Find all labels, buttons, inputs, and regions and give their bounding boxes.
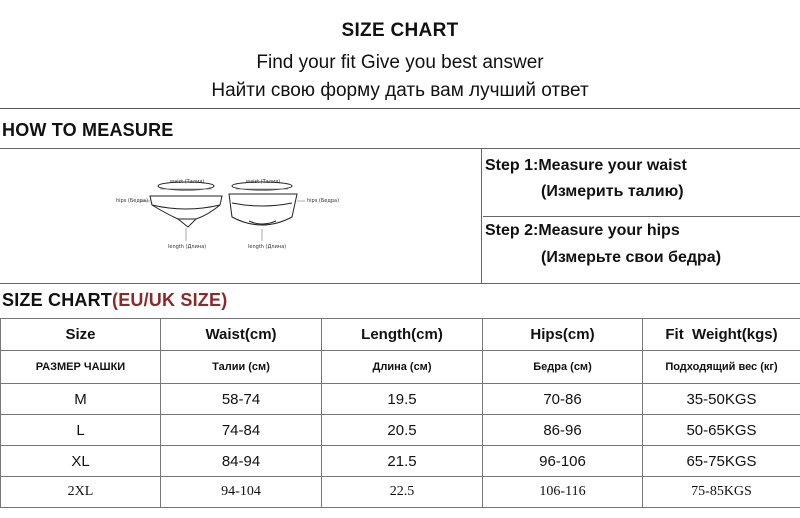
how-to-measure-panel	[0, 148, 800, 284]
table-cell: 84-94	[161, 446, 322, 477]
table-header-row-ru	[1, 351, 800, 384]
table-cell: 96-106	[483, 446, 643, 477]
step-2	[483, 216, 800, 283]
header-cell: Hips(cm)	[483, 319, 643, 351]
table-cell: 58-74	[161, 384, 322, 415]
header-cell-ru: РАЗМЕР ЧАШКИ	[1, 351, 161, 384]
header-cell-ru: Подходящий вес (кг)	[643, 351, 800, 384]
table-row	[1, 384, 800, 415]
length-label-back: length (Длина)	[248, 244, 287, 250]
table-cell: 50-65KGS	[643, 415, 800, 446]
step-1-title: Step 1:Measure your waist	[485, 157, 687, 174]
header-cell-ru: Талии (см)	[161, 351, 322, 384]
hips-label-back: hips (Бедра)	[307, 198, 340, 204]
table-cell: 20.5	[322, 415, 483, 446]
table-cell: 75-85KGS	[643, 477, 800, 508]
table-cell: L	[1, 415, 161, 446]
hips-label-front: hips (Бедра)	[116, 198, 149, 204]
step-2-translation: (Измерьте свои бедра)	[541, 249, 722, 266]
waist-label-front: waist (Талия)	[170, 179, 205, 185]
page-title: SIZE CHART	[341, 20, 459, 41]
size-chart-title	[2, 290, 227, 311]
table-cell: 65-75KGS	[643, 446, 800, 477]
table-cell: XL	[1, 446, 161, 477]
header-cell-ru: Бедра (см)	[483, 351, 643, 384]
header-cell-ru: Длина (см)	[322, 351, 483, 384]
header	[0, 0, 800, 108]
waist-label-back: waist (Талия)	[246, 179, 281, 185]
table-cell: 74-84	[161, 415, 322, 446]
table-cell: 70-86	[483, 384, 643, 415]
table-header-row	[1, 319, 800, 351]
measure-diagram	[0, 149, 482, 283]
header-cell: Waist(cm)	[161, 319, 322, 351]
table-row	[1, 477, 800, 508]
table-cell: M	[1, 384, 161, 415]
table-cell: 106-116	[483, 477, 643, 508]
table-cell: 2XL	[1, 477, 161, 508]
size-table	[0, 318, 800, 508]
table-cell: 35-50KGS	[643, 384, 800, 415]
subtitle-ru: Найти свою форму дать вам лучший ответ	[211, 80, 589, 101]
step-2-title: Step 2:Measure your hips	[485, 222, 680, 239]
table-cell: 19.5	[322, 384, 483, 415]
length-label-front: length (Длина)	[168, 244, 207, 250]
table-row	[1, 446, 800, 477]
step-1-translation: (Измерить талию)	[541, 183, 684, 200]
size-chart-title-text: SIZE CHART	[2, 290, 112, 310]
table-cell: 86-96	[483, 415, 643, 446]
size-chart-note: (EU/UK SIZE)	[112, 290, 228, 310]
header-cell: Fit Weight(kgs)	[643, 319, 800, 351]
table-cell: 21.5	[322, 446, 483, 477]
subtitle-en: Find your fit Give you best answer	[256, 52, 544, 73]
step-1	[483, 149, 800, 217]
table-row	[1, 415, 800, 446]
divider	[0, 108, 800, 109]
table-cell: 94-104	[161, 477, 322, 508]
header-cell: Size	[1, 319, 161, 351]
briefs-diagram-icon	[0, 149, 480, 283]
how-to-measure-title: HOW TO MEASURE	[2, 120, 174, 140]
header-cell: Length(cm)	[322, 319, 483, 351]
table-cell: 22.5	[322, 477, 483, 508]
